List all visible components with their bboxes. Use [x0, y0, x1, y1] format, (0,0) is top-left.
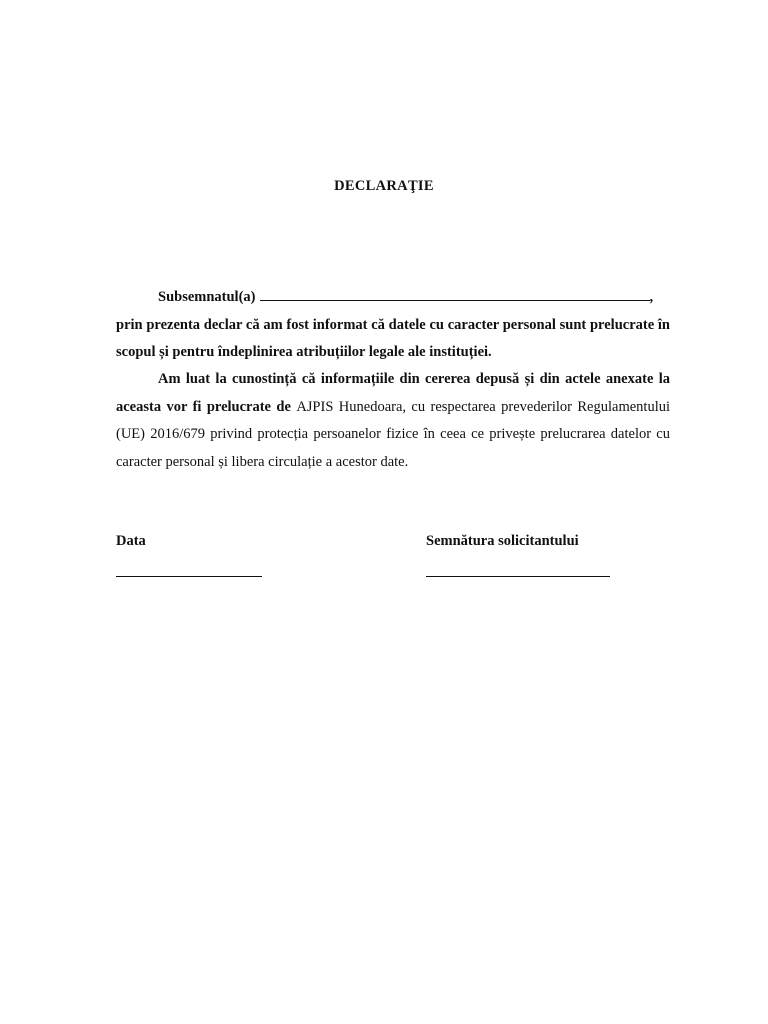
declaration-text: prin prezenta declar că am fost informat că datele cu caracter personal sunt prelucrate în scopul și pentru îndeplinirea atribuțiilor legale ale instituției.: [116, 316, 670, 360]
signature-label: Semnătura solicitantului: [426, 533, 579, 549]
paragraph-declaration: [116, 284, 670, 367]
name-blank-field[interactable]: [260, 288, 650, 301]
subsemnatul-label: Subsemnatul(a): [158, 289, 256, 305]
comma: ,: [649, 289, 654, 305]
document-title: DECLARAŢIE: [334, 178, 434, 194]
information-text-2: AJPIS Hunedoara, cu respectarea prevederilor: [296, 398, 572, 415]
date-blank-field[interactable]: [116, 576, 262, 577]
information-text-3: Regulamentului (UE) 2016/679 privind protecția persoanelor fizice în ceea ce privește prelucrarea datelor cu caracter personal și libera circulație a acestor date.: [116, 398, 670, 470]
information-text-1: Am luat la cunostință că informațiile din cererea depusă și din actele anexate la aceasta vor fi prelucrate de: [116, 371, 670, 415]
signature-blank-field[interactable]: [426, 576, 610, 577]
paragraph-information: [116, 366, 670, 476]
date-label: Data: [116, 533, 146, 549]
